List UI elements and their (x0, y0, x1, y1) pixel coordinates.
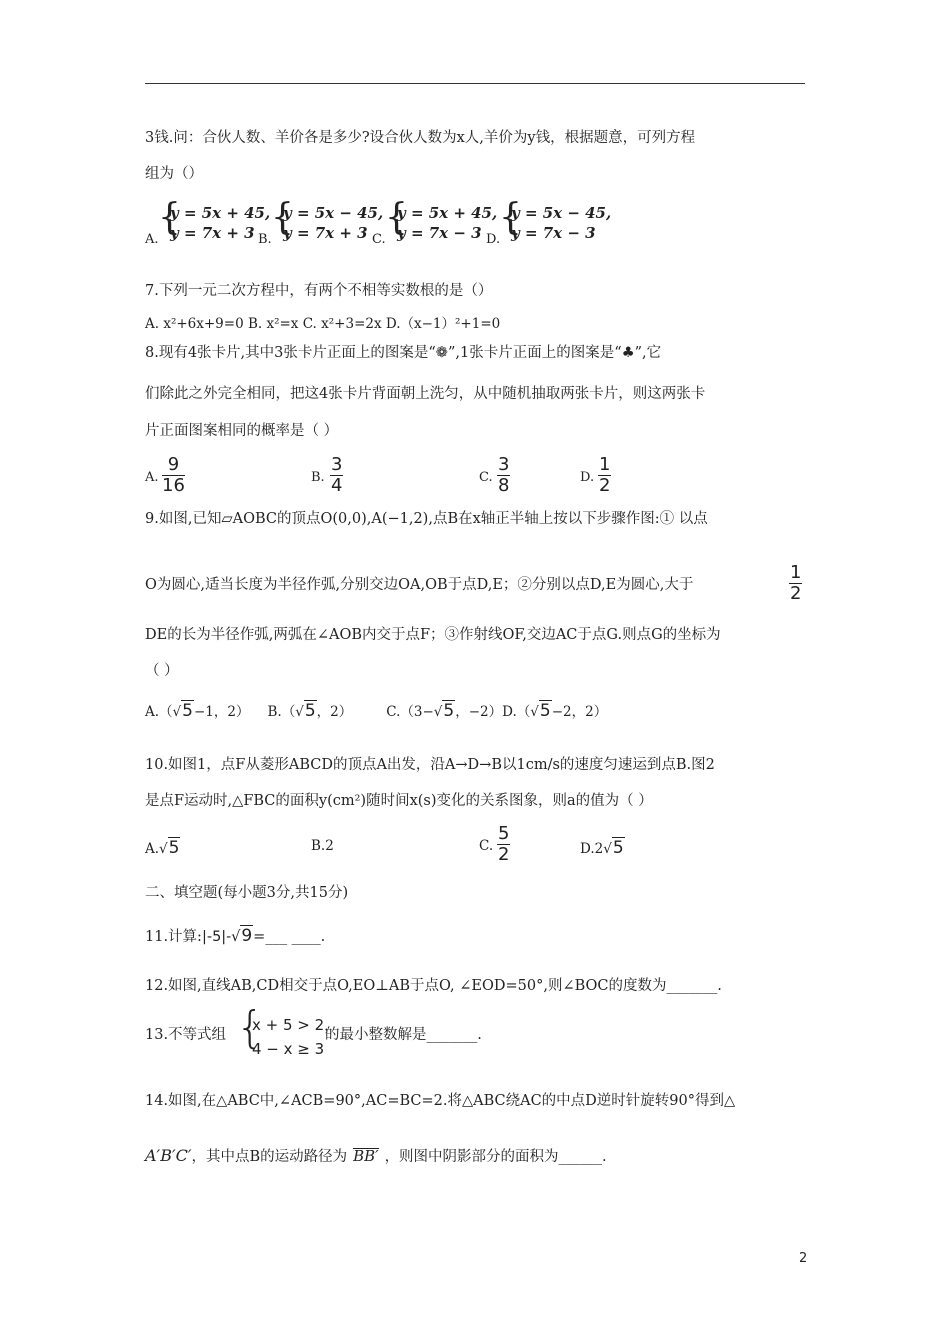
q8-option-c-fraction: $\frac{3}{8}$ (498, 454, 510, 496)
q8-line1: 8.现有4张卡片,其中3张卡片正面上的图案是“❁”,1张卡片正面上的图案是“♣”,它 (145, 345, 662, 361)
q13-post: 的最小整数解是_______. (325, 1027, 482, 1043)
q8-option-b-fraction: $\frac{3}{4}$ (331, 454, 343, 496)
q10-option-b: B.2 (311, 838, 334, 854)
q9-options: A.（√5−1，2） B.（√5，2） C.（3−√5，−2）D.（√5−2，2） (145, 701, 608, 721)
q13-pre: 13.不等式组 (145, 1027, 227, 1043)
q7-options: A. x²+6x+9=0 B. x²=x C. x²+3=2x D.（x−1）²+1=0 (145, 316, 501, 332)
q8-option-a-label: A. (145, 470, 159, 485)
q8-option-d-label: D. (580, 470, 595, 485)
q7-stem: 7.下列一元二次方程中，有两个不相等实数根的是（） (145, 283, 493, 299)
q10-option-c-label: C. (479, 838, 494, 854)
q8-line2: 们除此之外完全相同，把这4张卡片背面朝上洗匀，从中随机抽取两张卡片，则这两张卡 (145, 386, 706, 402)
q6-line1: 3钱.问：合伙人数、羊价各是多少?设合伙人数为x人,羊价为y钱，根据题意，可列方程 (145, 130, 696, 146)
q9-line4: （ ） (145, 663, 179, 679)
q10-line1: 10.如图1，点F从菱形ABCD的顶点A出发，沿A→D→B以1cm/s的速度匀速运到点B.图2 (145, 757, 715, 773)
section-title: 二、填空题(每小题3分,共15分) (145, 885, 349, 901)
q10-option-a: A.√5 (145, 838, 180, 858)
q14-line2: A′B′C′，其中点B的运动路径为 BB′ ，则图中阴影部分的面积为______. (145, 1146, 607, 1165)
q11: 11.计算:|-5|-√9=___ ____. (145, 926, 326, 946)
q10-option-c-fraction: $\frac{5}{2}$ (498, 823, 510, 865)
q8-option-a-fraction: $\frac{9}{16}$ (162, 454, 185, 496)
header-rule (145, 83, 805, 84)
q6-option-c-label: C. (372, 232, 386, 247)
q10-option-d: D.2√5 (580, 838, 624, 858)
page-number: 2 (799, 1251, 808, 1266)
q8-option-c-label: C. (479, 470, 493, 485)
q8-line3: 片正面图案相同的概率是（ ） (145, 423, 339, 439)
q12: 12.如图,直线AB,CD相交于点O,EO⊥AB于点O, ∠EOD=50°,则∠BOC的度数为_______. (145, 978, 722, 994)
q14-line1: 14.如图,在△ABC中,∠ACB=90°,AC=BC=2.将△ABC绕AC的中点D逆时针旋转90°得到△ (145, 1093, 736, 1109)
q9-line2: O为圆心,适当长度为半径作弧,分别交边OA,OB于点D,E；②分别以点D,E为圆心,大于 (145, 577, 694, 593)
q6-line2: 组为（） (145, 166, 203, 182)
q8-option-d-fraction: $\frac{1}{2}$ (599, 454, 611, 496)
q6-option-b-label: B. (258, 232, 272, 247)
q8-option-b-label: B. (311, 470, 325, 485)
q9-line3: DE的长为半径作弧,两弧在∠AOB内交于点F；③作射线OF,交边AC于点G.则点G的坐标为 (145, 627, 721, 643)
q10-line2: 是点F运动时,△FBC的面积y(cm²)随时间x(s)变化的关系图象，则a的值为（ ） (145, 793, 653, 809)
arc-bb-prime: BB′ (353, 1147, 379, 1165)
q9-line1: 9.如图,已知▱AOBC的顶点O(0,0),A(−1,2),点B在x轴正半轴上按以下步骤作图:① 以点 (145, 511, 708, 527)
q9-half-fraction: $\frac{1}{2}$ (790, 562, 802, 604)
q6-option-a-label: A. (145, 232, 159, 247)
q6-option-d-label: D. (486, 232, 501, 247)
